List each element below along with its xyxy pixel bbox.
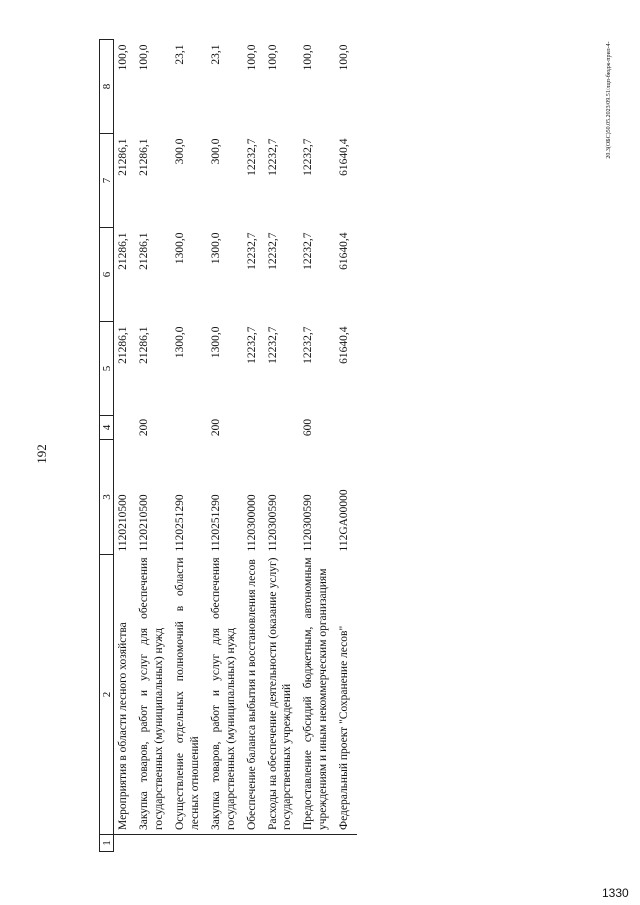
sheet-number: 1330: [602, 886, 629, 900]
value-cell: 12232,7: [266, 138, 279, 176]
value-cell: 100,0: [302, 44, 315, 71]
value-cell: 21286,1: [117, 138, 129, 176]
page-number: 192: [34, 444, 49, 464]
value-cell: 23,1: [209, 44, 222, 65]
column-header: 1: [100, 835, 114, 852]
table-row: [265, 40, 301, 852]
value-cell: 1300,0: [209, 232, 222, 265]
column-header: 7: [100, 134, 114, 228]
value-cell: 21286,1: [137, 232, 150, 270]
table-body: [114, 40, 358, 852]
header-row: [100, 40, 114, 852]
value-cell: 12232,7: [245, 138, 258, 176]
expense-type-cell: [244, 416, 265, 440]
column-header: 4: [100, 416, 114, 440]
value-cell: 21286,1: [137, 138, 150, 176]
value-cell: 23,1: [173, 44, 186, 65]
column-header: 5: [100, 322, 114, 416]
expense-type-cell: [172, 416, 208, 440]
target-code-cell: 1120300000: [245, 494, 258, 552]
expense-type-cell: [114, 416, 136, 440]
value-cell: 100,0: [137, 44, 150, 71]
expense-type-cell: 200: [209, 418, 222, 437]
target-code-cell: 1120300590: [266, 494, 279, 552]
expense-type-cell: [336, 416, 357, 440]
table-row: [208, 40, 244, 852]
column-header: 8: [100, 40, 114, 134]
expense-name-cell: Осуществление отдельных полномочий в области лесных отношений: [173, 557, 201, 830]
row-index-cell: [208, 835, 244, 852]
document-code: 20.3(ОБС)50.05.2023/09.51/лцп-бюдж-прил-4-: [606, 41, 612, 159]
value-cell: 61640,4: [338, 138, 351, 176]
value-cell: 21286,1: [117, 326, 129, 364]
value-cell: 300,0: [173, 138, 186, 165]
value-cell: 12232,7: [266, 326, 279, 364]
expense-type-cell: 600: [302, 418, 315, 437]
row-index-cell: [136, 835, 172, 852]
value-cell: 1300,0: [173, 232, 186, 265]
value-cell: 100,0: [245, 44, 258, 71]
budget-table-rotated: [99, 40, 587, 852]
value-cell: 1300,0: [173, 326, 186, 359]
target-code-cell: 1120210500: [117, 494, 129, 552]
value-cell: 100,0: [266, 44, 279, 71]
table-row: [114, 40, 136, 852]
value-cell: 21286,1: [117, 232, 129, 270]
row-index-cell: [244, 835, 265, 852]
expense-name-cell: Обеспечение баланса выбытия и восстановления лесов: [245, 559, 258, 830]
target-code-cell: 1120300590: [302, 494, 315, 552]
value-cell: 300,0: [209, 138, 222, 165]
expense-name-cell: Мероприятия в области лесного хозяйства: [117, 622, 129, 830]
value-cell: 12232,7: [302, 232, 315, 270]
value-cell: 12232,7: [245, 326, 258, 364]
row-index-cell: [172, 835, 208, 852]
target-code-cell: 1120251290: [209, 494, 222, 552]
value-cell: 1300,0: [209, 326, 222, 359]
expense-name-cell: Предоставление субсидий бюджетным, автономным учреждениям и иным некоммерческим организациям: [302, 557, 330, 830]
row-index-cell: [114, 835, 136, 852]
table-row: [244, 40, 265, 852]
value-cell: 12232,7: [302, 326, 315, 364]
target-code-cell: 1120251290: [173, 494, 186, 552]
expense-name-cell: Закупка товаров, работ и услуг для обеспечения государственных (муниципальных) нужд: [209, 557, 237, 830]
column-header: 6: [100, 228, 114, 322]
budget-table: [99, 39, 357, 852]
value-cell: 21286,1: [137, 326, 150, 364]
value-cell: 61640,4: [338, 326, 351, 364]
value-cell: 12232,7: [302, 138, 315, 176]
budget-table-container: [99, 40, 587, 852]
table-row: [336, 40, 357, 852]
target-code-cell: 112GA00000: [338, 489, 351, 552]
row-index-cell: [300, 835, 336, 852]
expense-name-cell: Федеральный проект "Сохранение лесов": [338, 625, 351, 830]
row-index-cell: [336, 835, 357, 852]
column-header: 3: [100, 440, 114, 555]
table-row: [300, 40, 336, 852]
table-row: [172, 40, 208, 852]
target-code-cell: 1120210500: [137, 494, 150, 552]
value-cell: 100,0: [338, 44, 351, 71]
table-row: [136, 40, 172, 852]
expense-type-cell: 200: [137, 418, 150, 437]
expense-type-cell: [265, 416, 301, 440]
value-cell: 12232,7: [245, 232, 258, 270]
expense-name-cell: Расходы на обеспечение деятельности (оказание услуг) государственных учреждений: [266, 557, 294, 830]
value-cell: 12232,7: [266, 232, 279, 270]
column-header: 2: [100, 555, 114, 835]
value-cell: 61640,4: [338, 232, 351, 270]
expense-name-cell: Закупка товаров, работ и услуг для обеспечения государственных (муниципальных) нужд: [137, 557, 165, 830]
value-cell: 100,0: [117, 44, 129, 71]
row-index-cell: [265, 835, 301, 852]
